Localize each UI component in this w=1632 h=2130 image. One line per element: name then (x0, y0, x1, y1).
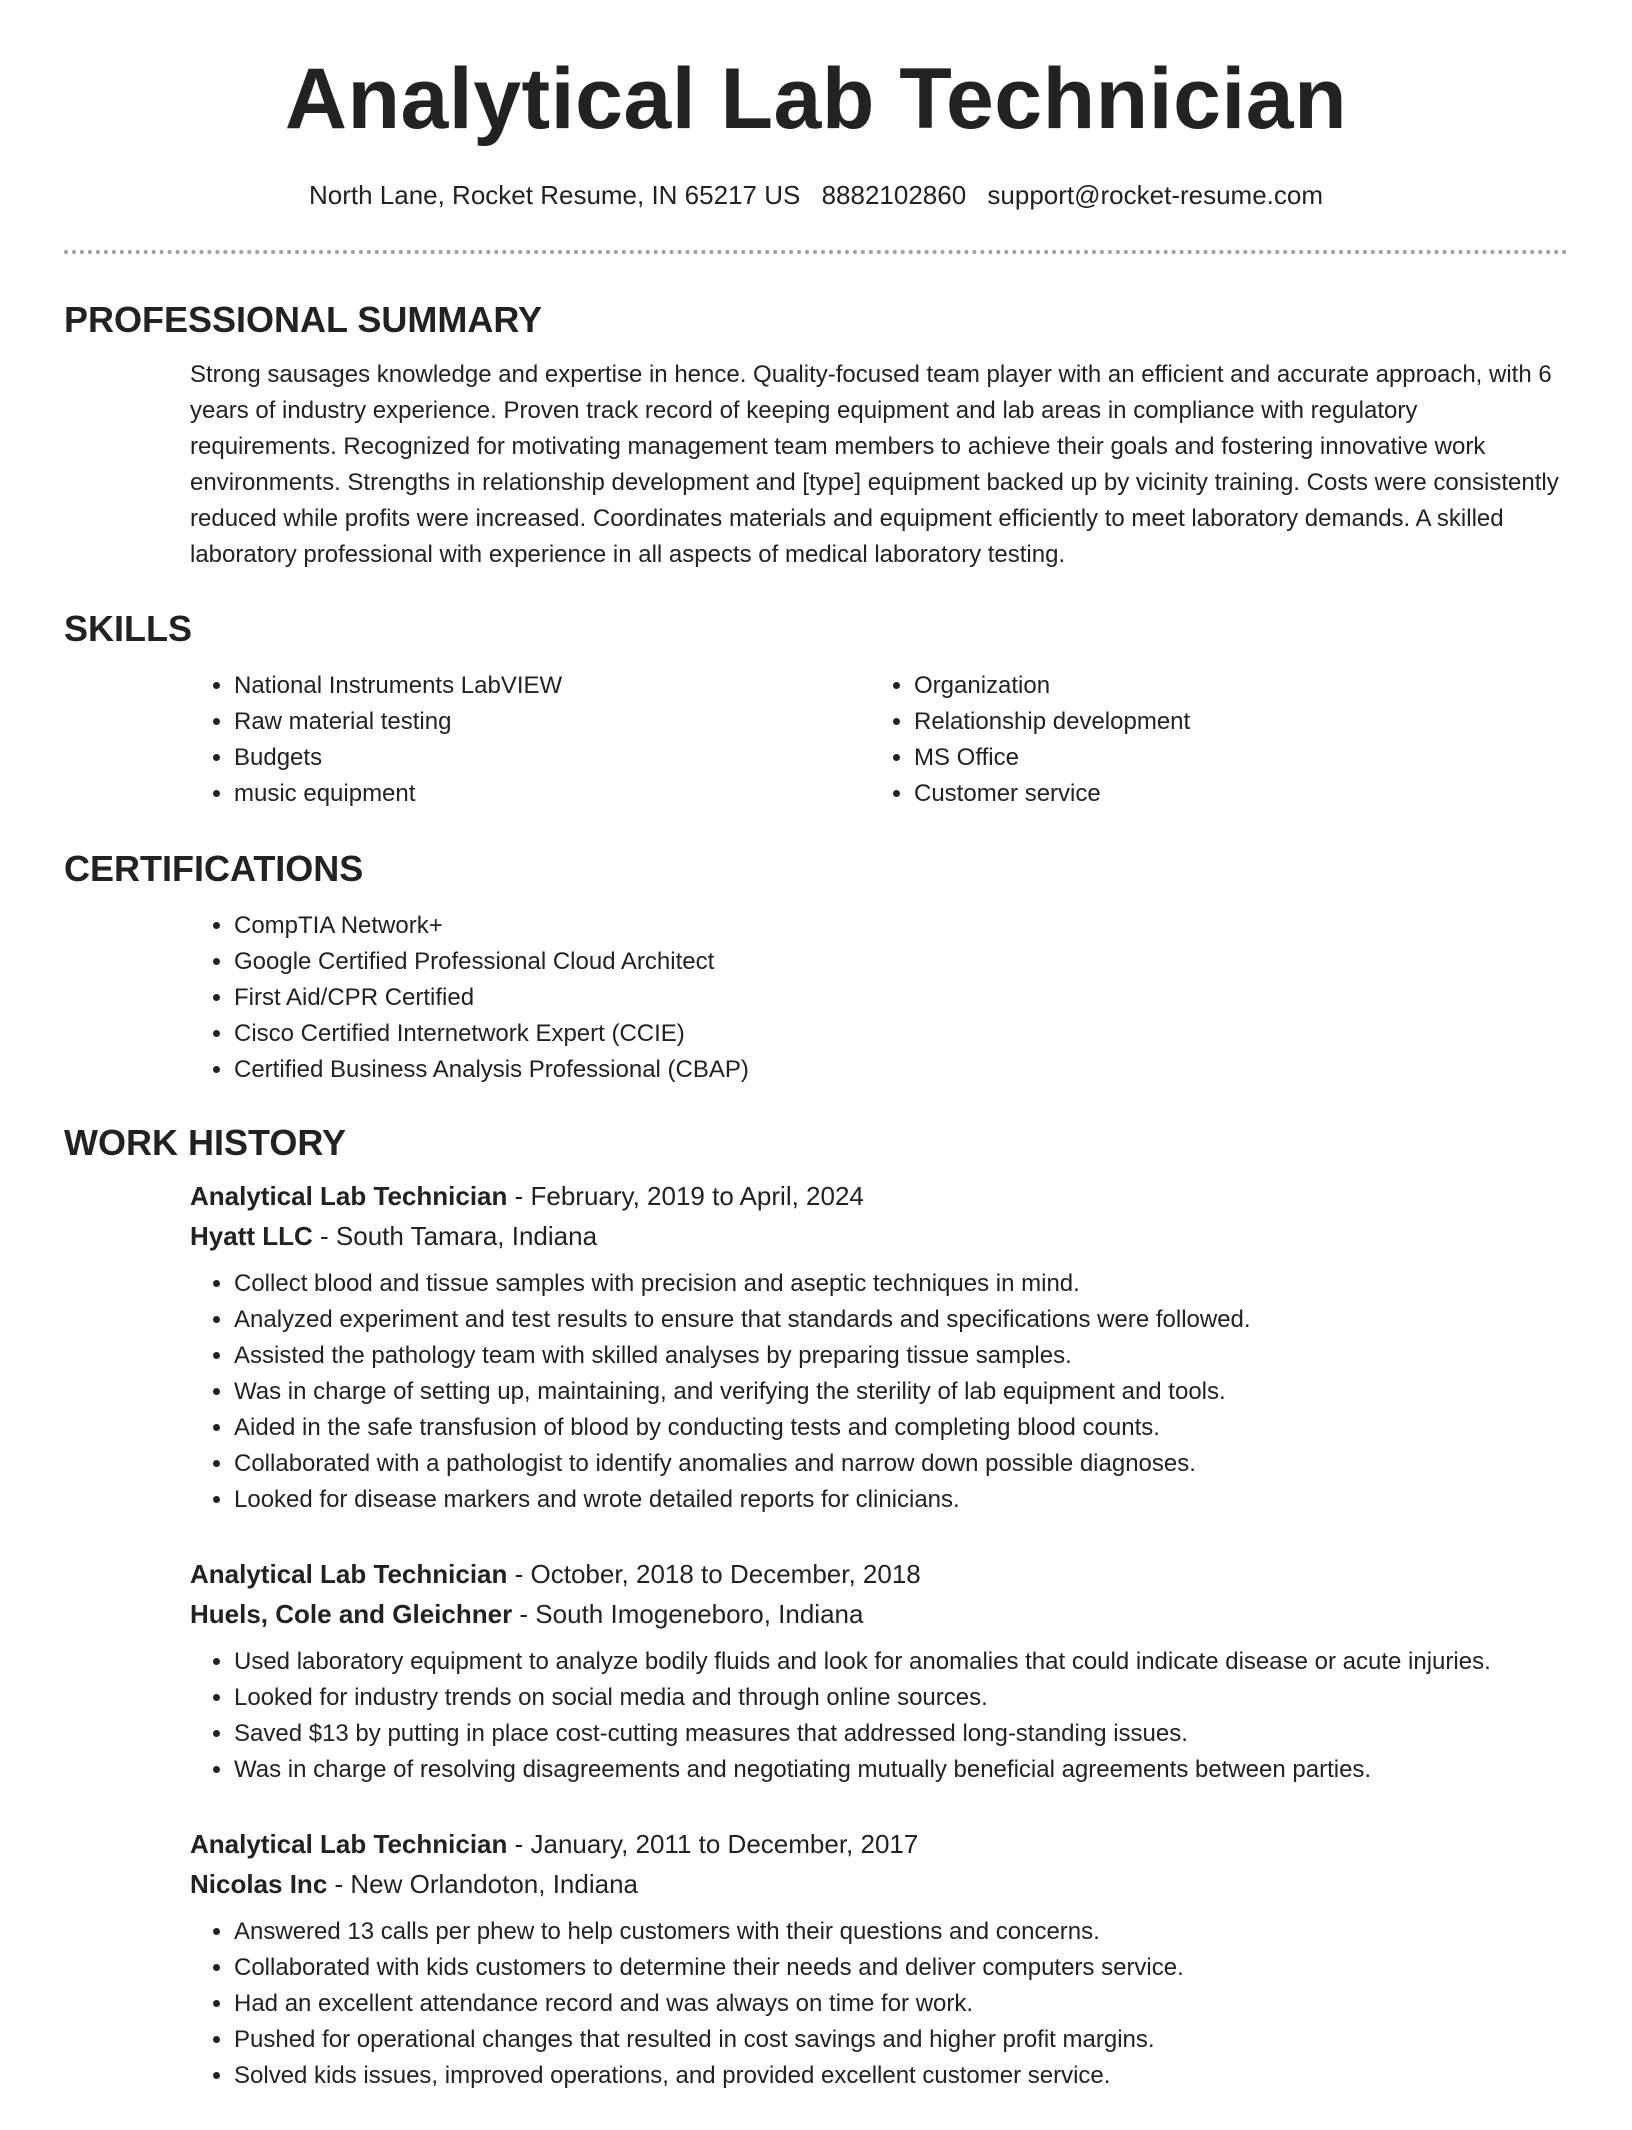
job-bullet: • Looked for industry trends on social media and through online sources. (234, 1680, 1568, 1716)
certification-item: • First Aid/CPR Certified (234, 980, 1568, 1016)
contact-line (0, 180, 1632, 211)
job-role: Analytical Lab Technician (190, 1181, 508, 1212)
job-role: Analytical Lab Technician (190, 1829, 508, 1860)
job-bullet: • Pushed for operational changes that resulted in cost savings and higher profit margins. (234, 2022, 1568, 2058)
skill-item: • Customer service (914, 776, 1550, 812)
job-bullet: • Used laboratory equipment to analyze bodily fluids and look for anomalies that could indicate disease or acute injuries. (234, 1644, 1568, 1680)
work-history-body (190, 1176, 1568, 2094)
job-title-line (190, 1554, 1568, 1594)
job-bullet: • Was in charge of resolving disagreements and negotiating mutually beneficial agreements between parties. (234, 1752, 1568, 1788)
work-history-section (64, 1121, 1568, 2130)
job-location: - South Imogeneboro, Indiana (512, 1599, 864, 1630)
skill-item: • Relationship development (914, 704, 1550, 740)
skills-column-left (190, 668, 870, 812)
job-company-line (190, 1864, 1568, 1904)
job-title-line (190, 1176, 1568, 1216)
job-dates: - January, 2011 to December, 2017 (507, 1829, 919, 1860)
job-location: - South Tamara, Indiana (312, 1221, 598, 1252)
job-bullet: • Collect blood and tissue samples with precision and aseptic techniques in mind. (234, 1266, 1568, 1302)
work-history-heading: WORK HISTORY (64, 1122, 347, 1163)
job-dates: - February, 2019 to April, 2024 (507, 1181, 864, 1212)
job-bullet: • Solved kids issues, improved operations, and provided excellent customer service. (234, 2058, 1568, 2094)
job-entry (190, 1824, 1568, 2094)
job-role: Analytical Lab Technician (190, 1559, 508, 1590)
job-company-line (190, 1216, 1568, 1256)
contact-address: North Lane, Rocket Resume, IN 65217 US (308, 180, 801, 210)
job-bullet: • Looked for disease markers and wrote detailed reports for clinicians. (234, 1482, 1568, 1518)
job-title-line (190, 1824, 1568, 1864)
skills-heading: SKILLS (64, 608, 193, 649)
header-divider (64, 250, 1568, 254)
candidate-name: Analytical Lab Technician (284, 51, 1348, 147)
job-bullet: • Collaborated with a pathologist to identify anomalies and narrow down possible diagnoses. (234, 1446, 1568, 1482)
job-bullet: • Assisted the pathology team with skilled analyses by preparing tissue samples. (234, 1338, 1568, 1374)
job-bullets (190, 1644, 1568, 1788)
skill-item: • music equipment (234, 776, 870, 812)
summary-section (64, 298, 1568, 573)
skills-list-left (190, 668, 870, 812)
certifications-section (64, 847, 1568, 1088)
job-bullets (190, 1914, 1568, 2094)
skill-item: • MS Office (914, 740, 1550, 776)
skills-grid (190, 668, 1568, 812)
job-dates: - October, 2018 to December, 2018 (507, 1559, 921, 1590)
skills-section (64, 607, 1568, 812)
certifications-heading: CERTIFICATIONS (64, 848, 364, 889)
job-entry (190, 1176, 1568, 1518)
skill-item: • Budgets (234, 740, 870, 776)
job-bullet: • Aided in the safe transfusion of blood by conducting tests and completing blood counts. (234, 1410, 1568, 1446)
job-bullet: • Answered 13 calls per phew to help customers with their questions and concerns. (234, 1914, 1568, 1950)
job-location: - New Orlandoton, Indiana (327, 1869, 639, 1900)
skill-item: • Organization (914, 668, 1550, 704)
certification-item: • Certified Business Analysis Professional (CBAP) (234, 1052, 1568, 1088)
job-bullets (190, 1266, 1568, 1518)
certifications-body (190, 908, 1568, 1088)
job-bullet: • Analyzed experiment and test results to ensure that standards and specifications were followed. (234, 1302, 1568, 1338)
job-bullet: • Collaborated with kids customers to determine their needs and deliver computers service. (234, 1950, 1568, 1986)
certifications-list (190, 908, 1568, 1088)
certification-item: • CompTIA Network+ (234, 908, 1568, 944)
skills-body (190, 668, 1568, 812)
contact-email: support@rocket-resume.com (987, 180, 1324, 210)
job-company-line (190, 1594, 1568, 1634)
skill-item: • Raw material testing (234, 704, 870, 740)
contact-phone: 8882102860 (821, 180, 967, 210)
skills-column-right (870, 668, 1550, 812)
job-company: Hyatt LLC (190, 1221, 313, 1252)
summary-text: Strong sausages knowledge and expertise in hence. Quality-focused team player with an efficient and accurate approach, with 6 years of industry experience. Proven track record of keeping equipment and lab areas in compliance with regulatory requirements. Recognized for motivating management team members to achieve their goals and fostering innovative work environments. Strengths in relationship development and [type] equipment backed up by vicinity training. Costs were consistently reduced while profits were increased. Coordinates materials and equipment efficiently to meet laboratory demands. A skilled laboratory professional with experience in all aspects of medical laboratory testing. (190, 361, 1559, 569)
job-company: Nicolas Inc (190, 1869, 328, 1900)
job-bullet: • Was in charge of setting up, maintaining, and verifying the sterility of lab equipment and tools. (234, 1374, 1568, 1410)
certification-item: • Cisco Certified Internetwork Expert (CCIE) (234, 1016, 1568, 1052)
summary-heading: PROFESSIONAL SUMMARY (64, 299, 543, 340)
job-bullet: • Had an excellent attendance record and was always on time for work. (234, 1986, 1568, 2022)
skills-list-right (870, 668, 1550, 812)
job-bullet: • Saved $13 by putting in place cost-cutting measures that addressed long-standing issues. (234, 1716, 1568, 1752)
certification-item: • Google Certified Professional Cloud Architect (234, 944, 1568, 980)
skill-item: • National Instruments LabVIEW (234, 668, 870, 704)
job-company: Huels, Cole and Gleichner (190, 1599, 513, 1630)
job-entry (190, 1554, 1568, 1788)
